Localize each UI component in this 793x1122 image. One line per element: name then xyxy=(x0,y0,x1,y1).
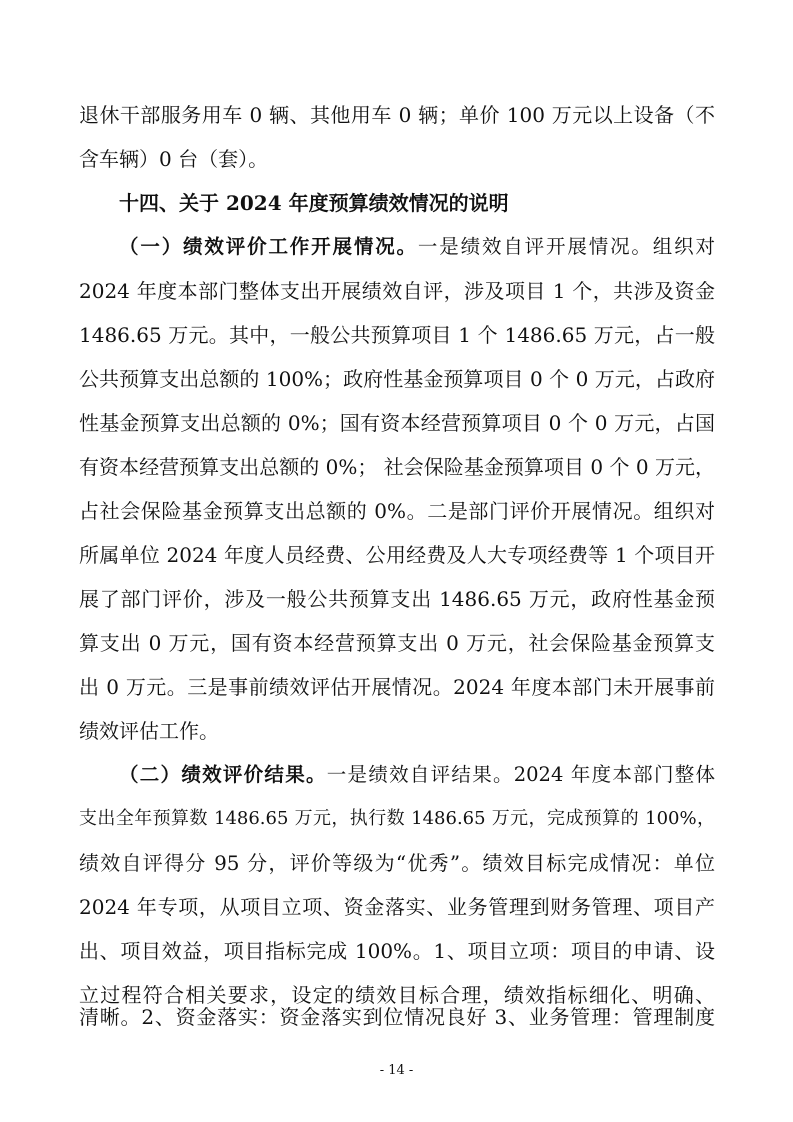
subsection-heading: （一）绩效评价工作开展情况。 xyxy=(119,235,418,258)
line-text: 出 0 万元。三是事前绩效评估开展情况。2024 年度本部门未开展事前 xyxy=(79,675,715,699)
body-line xyxy=(79,893,715,921)
line-text: 性基金预算支出总额的 0%；国有资本经营预算项目 0 个 0 万元，占国 xyxy=(79,411,715,435)
line-text: 有资本经营预算支出总额的 0%； 社会保险基金预算项目 0 个 0 万元， xyxy=(79,455,715,479)
paragraph-first-line xyxy=(119,761,715,789)
body-line xyxy=(79,585,715,613)
line-text: 支出全年预算数 1486.65 万元，执行数 1486.65 万元，完成预算的 100%， xyxy=(79,808,715,829)
line-text: 退休干部服务用车 0 辆、其他用车 0 辆；单价 100 万元以上设备（不 xyxy=(79,103,715,127)
body-line xyxy=(79,1003,715,1031)
body-line xyxy=(79,497,715,525)
page-number: - 14 - xyxy=(379,1063,414,1078)
line-text: 立过程符合相关要求，设定的绩效目标合理，绩效指标细化、明确、 xyxy=(79,983,715,1007)
body-line xyxy=(79,409,715,437)
line-text: 含车辆）0 台（套）。 xyxy=(79,147,269,171)
body-line xyxy=(79,277,715,305)
body-line xyxy=(79,541,715,569)
body-line xyxy=(79,145,715,173)
line-text: 2024 年度本部门整体支出开展绩效自评，涉及项目 1 个，共涉及资金 xyxy=(79,279,715,303)
body-line xyxy=(79,673,715,701)
body-line xyxy=(79,321,715,349)
line-text: 出、项目效益，项目指标完成 100%。1、项目立项：项目的申请、设 xyxy=(79,939,715,963)
line-text: 1486.65 万元。其中，一般公共预算项目 1 个 1486.65 万元，占一般 xyxy=(79,323,715,347)
body-line xyxy=(79,101,715,129)
line-text: 绩效自评得分 95 分，评价等级为“优秀”。绩效目标完成情况：单位 xyxy=(79,851,715,875)
body-line xyxy=(79,805,715,833)
line-text: 占社会保险基金预算支出总额的 0%。二是部门评价开展情况。组织对 xyxy=(79,499,715,523)
subsection-heading: （二）绩效评价结果。 xyxy=(119,763,327,786)
line-text: 一是绩效自评开展情况。组织对 xyxy=(417,235,715,258)
body-line xyxy=(79,365,715,393)
body-line xyxy=(79,849,715,877)
body-line xyxy=(79,717,715,745)
section-heading-text: 十四、关于 2024 年度预算绩效情况的说明 xyxy=(119,191,509,215)
body-line xyxy=(79,629,715,657)
line-text: 2024 年专项，从项目立项、资金落实、业务管理到财务管理、项目产 xyxy=(79,895,715,919)
line-text: 清晰。2、资金落实：资金落实到位情况良好 3、业务管理：管理制度 xyxy=(79,1005,715,1029)
section-heading xyxy=(119,189,715,217)
body-line xyxy=(79,453,715,481)
line-text: 展了部门评价，涉及一般公共预算支出 1486.65 万元，政府性基金预 xyxy=(79,587,715,611)
line-text: 绩效评估工作。 xyxy=(79,719,219,743)
line-text: 公共预算支出总额的 100%；政府性基金预算项目 0 个 0 万元，占政府 xyxy=(79,367,715,391)
line-text: 算支出 0 万元，国有资本经营预算支出 0 万元，社会保险基金预算支 xyxy=(79,631,715,655)
line-text: 一是绩效自评结果。2024 年度本部门整体 xyxy=(326,763,715,786)
paragraph-first-line xyxy=(119,233,715,261)
body-line xyxy=(79,937,715,965)
line-text: 所属单位 2024 年度人员经费、公用经费及人大专项经费等 1 个项目开 xyxy=(79,543,715,567)
